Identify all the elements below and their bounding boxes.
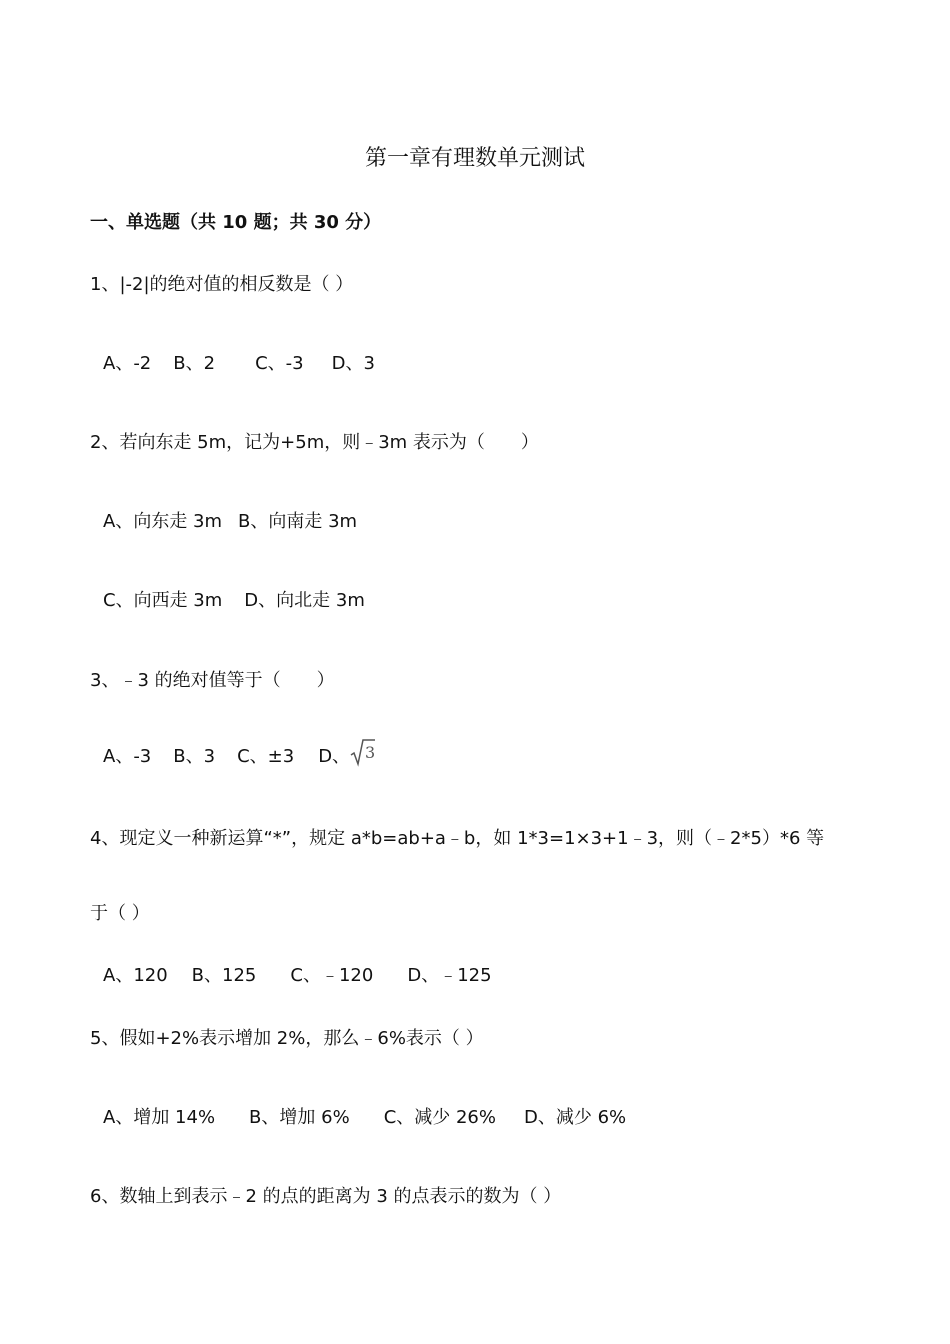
square-root-symbol: [350, 743, 374, 771]
question-6-stem: 6、数轴上到表示﹣2 的点的距离为 3 的点表示的数为（ ）: [90, 1186, 562, 1207]
option-a: A、-2: [103, 353, 152, 374]
option-b: B、2: [173, 353, 216, 374]
option-c: C、±3: [237, 746, 295, 767]
option-b: B、125: [191, 965, 257, 986]
question-4-options: [103, 962, 492, 990]
radicand: 3: [365, 743, 376, 762]
option-d: D、﹣125: [407, 965, 492, 986]
option-a: A、120: [103, 965, 168, 986]
option-c: C、减少 26%: [383, 1107, 496, 1128]
question-3-options: [103, 743, 374, 771]
option-a: A、向东走 3m: [103, 511, 223, 532]
question-2-stem: 2、若向东走 5m，记为+5m，则﹣3m 表示为（ ）: [90, 432, 539, 453]
question-1-options: [103, 350, 375, 378]
option-c: C、向西走 3m: [103, 590, 223, 611]
question-4-stem-line1: 4、现定义一种新运算“*”，规定 a*b=ab+a﹣b，如 1*3=1×3+1﹣3，则（﹣2*5）*6 等: [90, 828, 825, 849]
option-a: A、增加 14%: [103, 1107, 216, 1128]
option-c: C、-3: [255, 353, 304, 374]
option-d: D、减少 6%: [524, 1107, 627, 1128]
question-2-options-row2: [103, 587, 365, 615]
section-heading: 一、单选题（共 10 题；共 30 分）: [90, 212, 382, 233]
question-5-options: [103, 1104, 626, 1132]
option-d: D、: [318, 746, 351, 767]
question-4-stem-line2: 于（ ）: [90, 903, 150, 924]
option-d: D、3: [331, 353, 375, 374]
page-title: 第一章有理数单元测试: [364, 146, 585, 171]
question-2-options-row1: [103, 508, 357, 536]
option-c: C、﹣120: [290, 965, 374, 986]
option-d: D、向北走 3m: [244, 590, 365, 611]
option-b: B、3: [173, 746, 216, 767]
option-a: A、-3: [103, 746, 152, 767]
option-b: B、向南走 3m: [238, 511, 358, 532]
question-5-stem: 5、假如+2%表示增加 2%，那么﹣6%表示（ ）: [90, 1028, 484, 1049]
option-b: B、增加 6%: [249, 1107, 350, 1128]
question-1-stem: 1、|-2|的绝对值的相反数是（ ）: [90, 274, 354, 295]
question-3-stem: 3、﹣3 的绝对值等于（ ）: [90, 670, 335, 691]
